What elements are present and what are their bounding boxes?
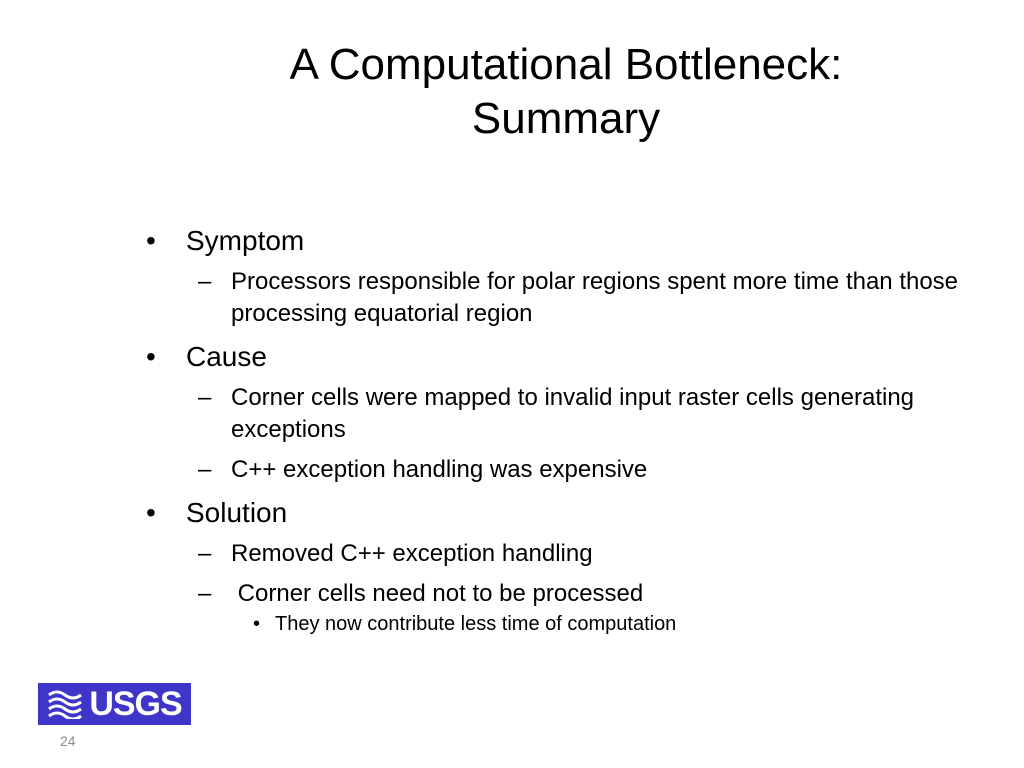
dash-marker: – [198,268,212,295]
logo-text: USGS [89,685,182,723]
sub-bullet-text: Corner cells need not to be processed [231,580,644,607]
bullet-marker: • [146,341,156,372]
dash-marker: – [198,384,212,411]
sub-bullet-text: Processors responsible for polar regions spent more time than those processing equatorial region [231,268,959,327]
usgs-wave-icon [47,689,83,719]
sub-bullet [0,538,1000,570]
sub-bullet [0,578,1000,610]
slide-body [0,222,1000,638]
usgs-logo [38,683,191,725]
dash-marker: – [198,580,212,607]
bullet-marker: • [146,225,156,256]
slide-title: A Computational Bottleneck: Summary [289,40,843,143]
sub-bullet-text: Removed C++ exception handling [231,540,593,567]
sub-bullet-text: Corner cells were mapped to invalid input raster cells generating exceptions [231,384,915,443]
sub-sub-bullet [0,610,1000,638]
sub-sub-bullet-text: They now contribute less time of computation [275,613,677,635]
bullet-marker: • [146,497,156,528]
bullet-marker: • [253,613,261,635]
bullet-label: Symptom [186,225,305,256]
sub-bullet-text: C++ exception handling was expensive [231,456,648,483]
bullet-symptom [0,222,1000,260]
page-number: 24 [60,733,76,749]
sub-bullet [0,454,1000,486]
bullet-label: Solution [186,497,288,528]
dash-marker: – [198,540,212,567]
sub-bullet [0,382,1000,446]
bullet-cause [0,338,1000,376]
bullet-label: Cause [186,341,267,372]
bullet-solution [0,494,1000,532]
sub-bullet [0,266,1000,330]
dash-marker: – [198,456,212,483]
